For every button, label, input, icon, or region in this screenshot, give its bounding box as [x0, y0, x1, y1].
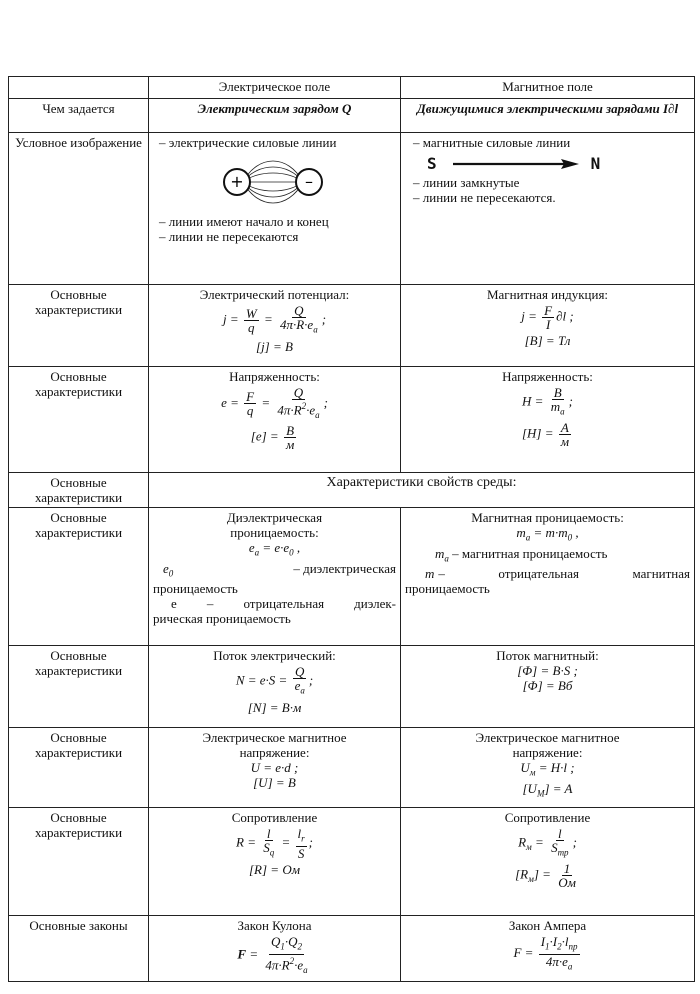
- row-label: Основные характеристики: [9, 508, 149, 646]
- magnetic-source: Движущимися электрическими зарядами I∂l: [401, 99, 695, 133]
- electric-voltage-title: Электрическое магнитное напряжение:: [202, 730, 347, 760]
- row-permittivity: [9, 508, 695, 646]
- row-label: Условное изображение: [9, 133, 149, 285]
- ampere-law-title: Закон Ампера: [508, 918, 587, 933]
- row-label: Основные законы: [9, 916, 149, 982]
- row-label: Основные характеристики: [9, 367, 149, 473]
- row-medium: [9, 473, 695, 508]
- coulomb-law-title: Закон Кулона: [237, 918, 312, 933]
- electric-voltage-cell: [149, 728, 401, 808]
- magnetic-induction-title: Магнитная индукция:: [486, 287, 609, 302]
- row-laws: [9, 916, 695, 982]
- field-arrow-icon: [449, 158, 579, 170]
- e0-line: $e_0$ – диэлектрическая: [163, 560, 396, 579]
- magnetic-flux-formula: [Φ] = B·S ;: [517, 663, 578, 678]
- row-image: [9, 133, 695, 285]
- potential-unit: [j] = B: [256, 338, 293, 354]
- magnetic-intensity-title: Напряженность:: [502, 369, 593, 384]
- magnetic-voltage-cell: [401, 728, 695, 808]
- magnetic-intensity-unit: [H] = $\frac{A}{м}$: [521, 419, 570, 449]
- row-resistance: [9, 808, 695, 916]
- electric-potential-title: Электрический потенциал:: [199, 287, 350, 302]
- electric-intensity-cell: [149, 367, 401, 473]
- magnetic-flux-unit: [Φ] = Вб: [522, 678, 573, 693]
- electric-potential-cell: [149, 285, 401, 367]
- electric-image-cell: [149, 133, 401, 285]
- electric-line-1: – электрические силовые линии: [159, 135, 337, 150]
- electric-flux-title: Поток электрический:: [213, 648, 336, 663]
- header-row: [9, 77, 695, 99]
- electric-permittivity-cell: [149, 508, 401, 646]
- permittivity-formula: $e_a = e\cdot e_0$ ,: [248, 540, 301, 558]
- medium-title: Характеристики свойств среды:: [149, 473, 695, 508]
- header-magnetic: Магнитное поле: [401, 77, 695, 99]
- magnetic-flux-title: Поток магнитный:: [496, 648, 599, 663]
- electric-source: Электрическим зарядом Q: [149, 99, 401, 133]
- row-label: Основные характеристики: [9, 473, 149, 508]
- ampere-law-formula: F = $\frac{I_1\cdot I_2\cdot l_{пр}}{4\pi\cdot e_a}$: [513, 934, 578, 972]
- electric-flux-unit: [N] = B·м: [247, 699, 302, 715]
- header-electric: Электрическое поле: [149, 77, 401, 99]
- magnetic-induction-cell: [401, 285, 695, 367]
- e0-line-2: проницаемость: [153, 581, 238, 597]
- ampere-law-cell: [401, 916, 695, 982]
- coulomb-law-formula: F = $\frac{Q_1\cdot Q_2}{4\pi\cdot R^2\cdot e_a}$: [237, 934, 308, 975]
- row-label: Основные характеристики: [9, 646, 149, 728]
- electric-flux-formula: N = e·S = $\frac{Q}{e_a}$ ;: [235, 664, 314, 696]
- magnetic-line-3: – линии не пересекаются.: [413, 190, 556, 205]
- row-label: Основные характеристики: [9, 728, 149, 808]
- magnetic-resistance-cell: [401, 808, 695, 916]
- magnetic-voltage-formula: $U_м = H\cdot l$ ;: [520, 760, 575, 778]
- magnetic-voltage-title: Электрическое магнитное напряжение:: [475, 730, 620, 760]
- magnetic-resistance-title: Сопротивление: [504, 810, 591, 825]
- magnetic-permittivity-title: Магнитная проницаемость:: [471, 510, 624, 525]
- potential-formula: j = $\frac{W}{q}$ = $\frac{Q}{4\pi\cdot R\cdot e_a}$ ;: [222, 303, 327, 335]
- electric-permittivity-title: Диэлектрическая проницаемость:: [226, 510, 323, 540]
- magnetic-voltage-unit: $[U_M] = A$: [522, 780, 573, 799]
- header-empty: [9, 77, 149, 99]
- pole-s: S: [427, 154, 437, 173]
- electric-intensity-unit: [e] = $\frac{B}{м}$: [250, 422, 295, 452]
- row-intensity: [9, 367, 695, 473]
- electric-voltage-formula: U = e·d ;: [250, 760, 299, 775]
- magnetic-intensity-cell: [401, 367, 695, 473]
- magnetic-resistance-unit: $[R_м]$ = $\frac{1}{Ом}$: [515, 860, 576, 890]
- magnetic-line-2: – линии замкнутые: [413, 175, 520, 190]
- m-line: m – отрицательная магнитная: [425, 566, 690, 582]
- e-line-2: рическая проницаемость: [153, 611, 291, 627]
- electric-voltage-unit: [U] = B: [253, 775, 296, 790]
- row-label: Основные характеристики: [9, 808, 149, 916]
- electric-resistance-formula: R = $\frac{l}{S_q}$ = $\frac{l_r}{S}$ ;: [236, 826, 313, 861]
- electric-intensity-title: Напряженность:: [229, 369, 320, 384]
- row-voltage: [9, 728, 695, 808]
- magnetic-intensity-formula: H = $\frac{B}{m_a}$ ;: [522, 385, 573, 417]
- row-flux: [9, 646, 695, 728]
- magnetic-resistance-formula: $R_м$ = $\frac{l}{S_{mp}}$ ;: [518, 826, 577, 858]
- row-potential: [9, 285, 695, 367]
- electric-intensity-formula: e = $\frac{F}{q}$ = $\frac{Q}{4\pi\cdot R^2\cdot e_a}$ ;: [221, 385, 328, 420]
- pole-n: N: [590, 154, 601, 173]
- ma-line: $m_a$ – магнитная проницаемость: [435, 545, 608, 564]
- comparison-table: [8, 76, 695, 982]
- minus-sign: –: [305, 172, 313, 191]
- induction-unit: [B] = Тл: [524, 333, 571, 348]
- row-label: Чем задается: [9, 99, 149, 133]
- m-line-2: проницаемость: [405, 581, 490, 597]
- row-source: [9, 99, 695, 133]
- magnet-diagram: [427, 156, 690, 171]
- coulomb-law-cell: [149, 916, 401, 982]
- row-label: Основные характеристики: [9, 285, 149, 367]
- electric-resistance-unit: [R] = Ом: [248, 861, 301, 877]
- electric-line-2: – линии имеют начало и конец: [159, 214, 329, 229]
- magnetic-permittivity-cell: [401, 508, 695, 646]
- e-line: e – отрицательная диэлек-: [171, 596, 396, 612]
- electric-flux-cell: [149, 646, 401, 728]
- magnetic-line-1: – магнитные силовые линии: [413, 135, 571, 150]
- magnetic-flux-cell: [401, 646, 695, 728]
- induction-formula: j = $\frac{F}{I}$ ∂l ;: [521, 303, 574, 332]
- plus-sign: +: [230, 172, 244, 191]
- electric-resistance-title: Сопротивление: [231, 810, 318, 825]
- dipole-field-diagram: [213, 152, 333, 212]
- magnetic-permeability-formula: $m_a = m\cdot m_0$ ,: [516, 525, 579, 543]
- magnetic-image-cell: [401, 133, 695, 285]
- electric-resistance-cell: [149, 808, 401, 916]
- electric-line-3: – линии не пересекаются: [159, 229, 299, 244]
